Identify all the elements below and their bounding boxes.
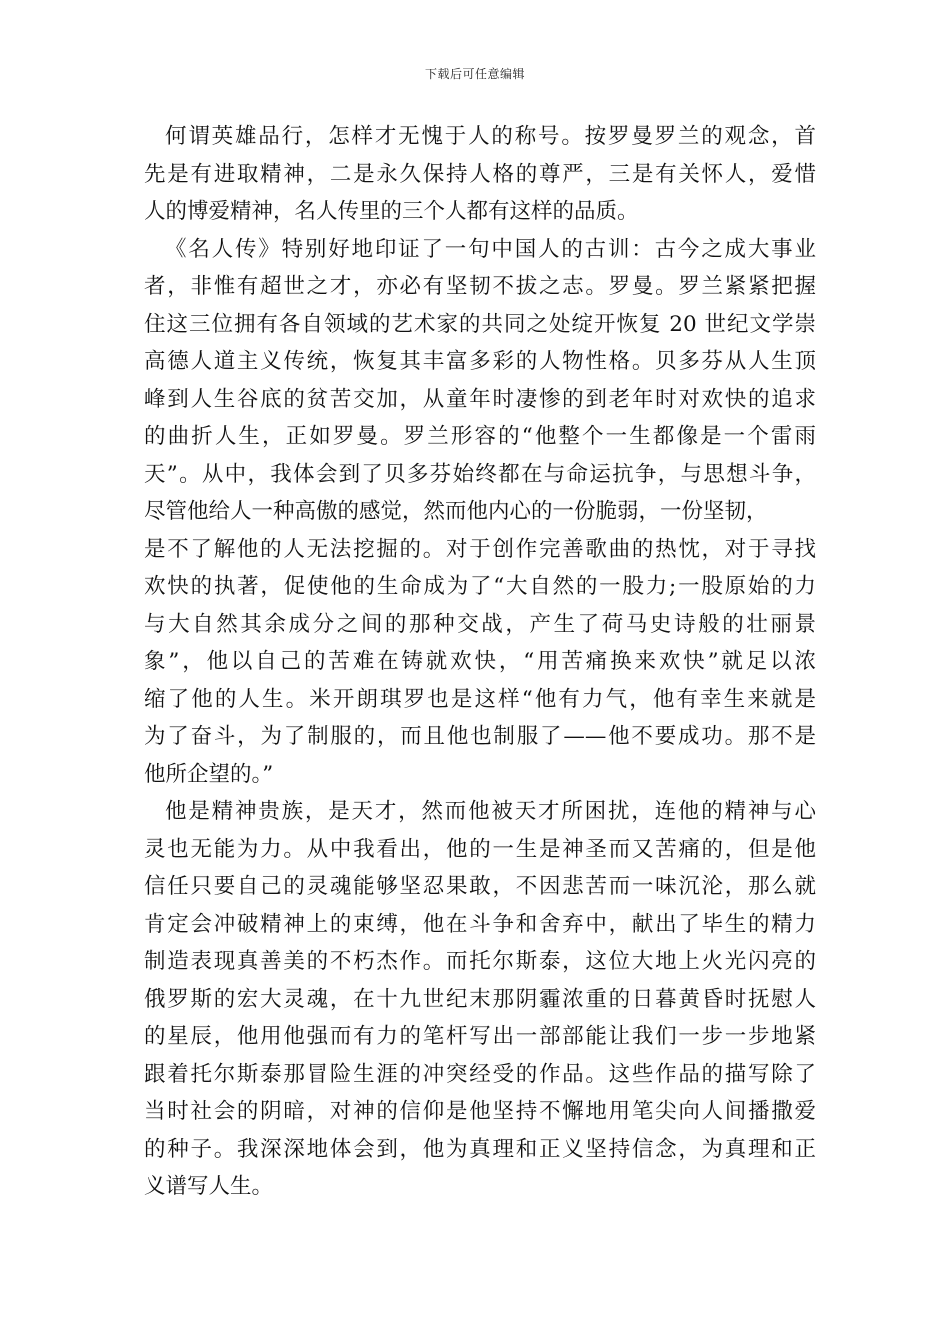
text-line: 灵也无能为力。从中我看出，他的一生是神圣而又苦痛的，但是他	[144, 836, 816, 862]
text-line: 象”，他以自己的苦难在铸就欢快，“用苦痛换来欢快”就足以浓	[144, 649, 816, 674]
paragraph	[144, 118, 816, 231]
text-line: 高德人道主义传统，恢复其丰富多彩的人物性格。贝多芬从人生顶	[144, 349, 816, 374]
text-line: 《名人传》特别好地印证了一句中国人的古训：古今之成大事业	[165, 236, 816, 262]
paragraph	[144, 793, 816, 1206]
text-line: 俄罗斯的宏大灵魂，在十九世纪末那阴霾浓重的日暮黄昏时抚慰人	[144, 986, 816, 1012]
text-line: 制造表现真善美的不朽杰作。而托尔斯泰，这位大地上火光闪亮的	[144, 949, 816, 974]
text-line: 是不了解他的人无法挖掘的。对于创作完善歌曲的热忱，对于寻找	[144, 536, 816, 562]
text-line: 天”。从中，我体会到了贝多芬始终都在与命运抗争，与思想斗争，	[144, 461, 816, 487]
text-line: 他是精神贵族，是天才，然而他被天才所困扰，连他的精神与心	[165, 799, 816, 824]
text-line: 欢快的执著，促使他的生命成为了“大自然的一股力;一股原始的力	[144, 574, 816, 599]
text-line: 当时社会的阴暗，对神的信仰是他坚持不懈地用笔尖向人间播撒爱	[144, 1099, 816, 1124]
text-line: 肯定会冲破精神上的束缚，他在斗争和舍弃中，献出了毕生的精力	[144, 911, 816, 937]
text-line: 为了奋斗，为了制服的，而且他也制服了——他不要成功。那不是	[144, 724, 816, 749]
text-line: 者，非惟有超世之才，亦必有坚韧不拔之志。罗曼。罗兰紧紧把握	[144, 274, 816, 299]
text-line: 的星辰，他用他强而有力的笔杆写出一部部能让我们一步一步地紧	[144, 1024, 816, 1049]
text-line: 先是有进取精神，二是永久保持人格的尊严，三是有关怀人，爱惜	[144, 161, 816, 187]
page-header: 下载后可任意编辑	[424, 67, 525, 81]
paragraph	[144, 231, 816, 794]
text-line: 何谓英雄品行，怎样才无愧于人的称号。按罗曼罗兰的观念，首	[165, 124, 816, 149]
text-line: 义谱写人生。	[144, 1174, 274, 1199]
text-line: 与大自然其余成分之间的那种交战，产生了荷马史诗般的壮丽景	[144, 611, 816, 637]
text-line: 跟着托尔斯泰那冒险生涯的冲突经受的作品。这些作品的描写除了	[144, 1061, 816, 1087]
text-line: 缩了他的人生。米开朗琪罗也是这样“他有力气，他有幸生来就是	[144, 686, 816, 712]
text-line: 峰到人生谷底的贫苦交加，从童年时凄惨的到老年时对欢快的追求	[144, 386, 816, 412]
text-line: 尽管他给人一种高傲的感觉，然而他内心的一份脆弱，一份坚韧，	[144, 499, 768, 524]
text-line: 的种子。我深深地体会到，他为真理和正义坚持信念，为真理和正	[144, 1136, 816, 1162]
document-body	[144, 118, 816, 1206]
text-line: 住这三位拥有各自领域的艺术家的共同之处绽开恢复 20 世纪文学崇	[144, 311, 816, 337]
text-line: 他所企望的。”	[144, 761, 274, 787]
text-line: 信任只要自己的灵魂能够坚忍果敢，不因悲苦而一味沉沦，那么就	[144, 874, 816, 899]
text-line: 的曲折人生，正如罗曼。罗兰形容的“他整个一生都像是一个雷雨	[144, 424, 816, 449]
text-line: 人的博爱精神，名人传里的三个人都有这样的品质。	[144, 199, 639, 224]
